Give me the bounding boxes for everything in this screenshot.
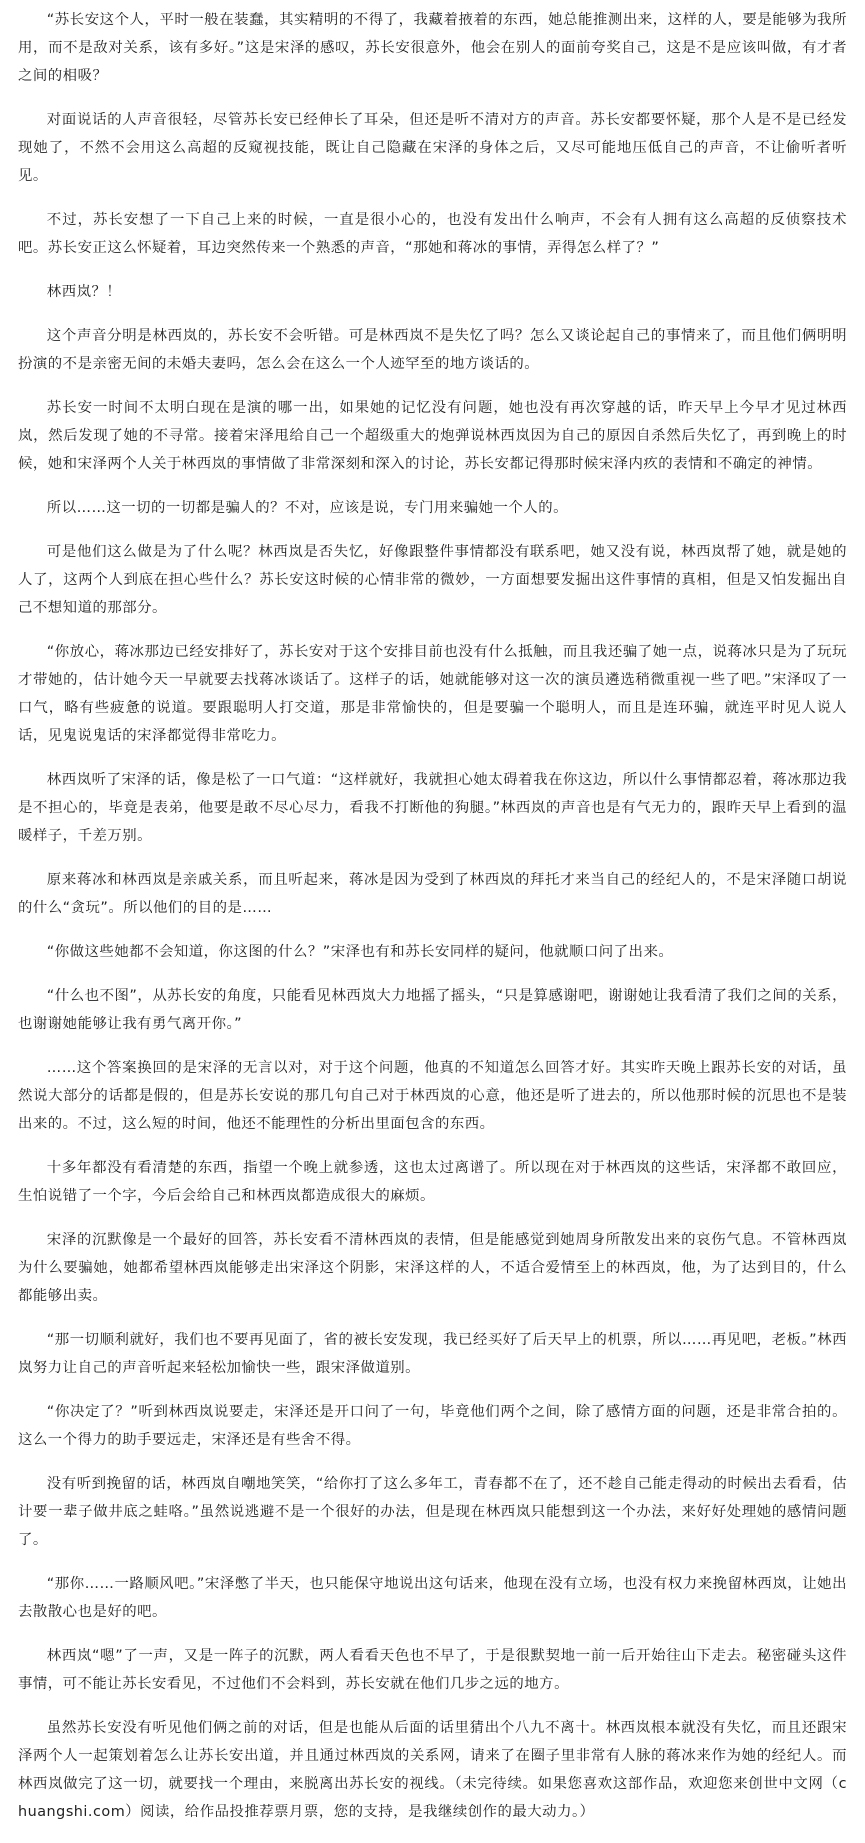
paragraph-gap [18, 1382, 847, 1398]
paragraph-gap [18, 478, 847, 494]
paragraph-13: “什么也不图”，从苏长安的角度，只能看见林西岚大力地摇了摇头，“只是算感谢吧，谢谢她让我看清了我们之间的关系，也谢谢她能够让我有勇气离开你。” [18, 988, 847, 1032]
paragraph-gap [18, 190, 847, 206]
paragraph-gap [18, 1038, 847, 1054]
paragraph-10: 林西岚听了宋泽的话，像是松了一口气道：“这样就好，我就担心她太碍着我在你这边，所以什么事情都忍着，蒋冰那边我是不担心的，毕竟是表弟，他要是敢不尽心尽力，看我不打断他的狗腿。”林西岚的声音也是有气无力的，跟昨天早上看到的温暖样子，千差万别。 [18, 772, 847, 844]
paragraph-gap [18, 850, 847, 866]
paragraph-21: 林西岚“嗯”了一声，又是一阵子的沉默，两人看看天色也不早了，于是很默契地一前一后开始往山下走去。秘密碰头这件事情，可不能让苏长安看见，不过他们不会料到，苏长安就在他们几步之远的地方。 [18, 1648, 847, 1692]
paragraph-17: “那一切顺利就好，我们也不要再见面了，省的被长安发现，我已经买好了后天早上的机票，所以……再见吧，老板。”林西岚努力让自己的声音听起来轻松加愉快一些，跟宋泽做道别。 [18, 1332, 847, 1376]
paragraph-15: 十多年都没有看清楚的东西，指望一个晚上就参透，这也太过离谱了。所以现在对于林西岚的这些话，宋泽都不敢回应，生怕说错了一个字，今后会给自己和林西岚都造成很大的麻烦。 [18, 1160, 847, 1204]
paragraph-gap [18, 922, 847, 938]
paragraph-5: 这个声音分明是林西岚的，苏长安不会听错。可是林西岚不是失忆了吗？怎么又谈论起自己的事情来了，而且他们俩明明扮演的不是亲密无间的未婚夫妻吗，怎么会在这么一个人迹罕至的地方谈话的。 [18, 328, 847, 372]
paragraph-gap [18, 966, 847, 982]
paragraph-gap [18, 750, 847, 766]
paragraph-8: 可是他们这么做是为了什么呢？林西岚是否失忆，好像跟整件事情都没有联系吧，她又没有说，林西岚帮了她，就是她的人了，这两个人到底在担心些什么？苏长安这时候的心情非常的微妙，一方面想要发掘出这件事情的真相，但是又怕发掘出自己不想知道的那部分。 [18, 544, 847, 616]
paragraph-gap [18, 1210, 847, 1226]
paragraph-gap [18, 622, 847, 638]
paragraph-gap [18, 1554, 847, 1570]
paragraph-4: 林西岚？！ [46, 284, 122, 300]
paragraph-12: “你做这些她都不会知道，你这图的什么？”宋泽也有和苏长安同样的疑问，他就顺口问了出来。 [46, 944, 674, 960]
paragraph-6: 苏长安一时间不太明白现在是演的哪一出，如果她的记忆没有问题，她也没有再次穿越的话，昨天早上今早才见过林西岚，然后发现了她的不寻常。接着宋泽甩给自己一个超级重大的炮弹说林西岚因为自己的原因自杀然后失忆了，再到晚上的时候，她和宋泽两个人关于林西岚的事情做了非常深刻和深入的讨论，苏长安都记得那时候宋泽内疚的表情和不确定的神情。 [18, 400, 847, 472]
paragraph-3: 不过，苏长安想了一下自己上来的时候，一直是很小心的，也没有发出什么响声，不会有人拥有这么高超的反侦察技术吧。苏长安正这么怀疑着，耳边突然传来一个熟悉的声音，“那她和蒋冰的事情，弄得怎么样了？” [18, 212, 847, 256]
paragraph-9: “你放心，蒋冰那边已经安排好了，苏长安对于这个安排目前也没有什么抵触，而且我还骗了她一点，说蒋冰只是为了玩玩才带她的，估计她今天一早就要去找蒋冰谈话了。这样子的话，她就能够对这一次的演员遴选稍微重视一些了吧。”宋泽叹了一口气，略有些疲惫的说道。要跟聪明人打交道，那是非常愉快的，但是要骗一个聪明人，而且是连环骗，就连平时见人说人话，见鬼说鬼话的宋泽都觉得非常吃力。 [18, 644, 847, 744]
paragraph-gap [18, 306, 847, 322]
paragraph-gap [18, 262, 847, 278]
paragraph-14: ……这个答案换回的是宋泽的无言以对，对于这个问题，他真的不知道怎么回答才好。其实昨天晚上跟苏长安的对话，虽然说大部分的话都是假的，但是苏长安说的那几句自己对于林西岚的心意，他还是听了进去的，所以他那时候的沉思也不是装出来的。不过，这么短的时间，他还不能理性的分析出里面包含的东西。 [18, 1060, 847, 1132]
paragraph-gap [18, 1138, 847, 1154]
paragraph-16: 宋泽的沉默像是一个最好的回答，苏长安看不清林西岚的表情，但是能感觉到她周身所散发出来的哀伤气息。不管林西岚为什么要骗她，她都希望林西岚能够走出宋泽这个阴影，宋泽这样的人，不适合爱情至上的林西岚，他，为了达到目的，什么都能够出卖。 [18, 1232, 847, 1304]
paragraph-gap [18, 1698, 847, 1714]
paragraph-19: 没有听到挽留的话，林西岚自嘲地笑笑，“给你打了这么多年工，青春都不在了，还不趁自己能走得动的时候出去看看，估计要一辈子做井底之蛙咯。”虽然说逃避不是一个很好的办法，但是现在林西岚只能想到这一个办法，来好好处理她的感情问题了。 [18, 1476, 847, 1548]
paragraph-2: 对面说话的人声音很轻，尽管苏长安已经伸长了耳朵，但还是听不清对方的声音。苏长安都要怀疑，那个人是不是已经发现她了，不然不会用这么高超的反窥视技能，既让自己隐藏在宋泽的身体之后，又尽可能地压低自己的声音，不让偷听者听见。 [18, 112, 847, 184]
paragraph-gap [18, 1310, 847, 1326]
paragraph-11: 原来蒋冰和林西岚是亲戚关系，而且听起来，蒋冰是因为受到了林西岚的拜托才来当自己的经纪人的，不是宋泽随口胡说的什么“贪玩”。所以他们的目的是…… [18, 872, 847, 916]
paragraph-gap [18, 1454, 847, 1470]
paragraph-1: “苏长安这个人，平时一般在装蠢，其实精明的不得了，我藏着掖着的东西，她总能推测出来，这样的人，要是能够为我所用，而不是敌对关系，该有多好。”这是宋泽的感叹，苏长安很意外，他会在别人的面前夸奖自己，这是不是应该叫做，有才者之间的相吸？ [18, 12, 847, 84]
paragraph-gap [18, 1626, 847, 1642]
paragraph-gap [18, 522, 847, 538]
paragraph-18: “你决定了？”听到林西岚说要走，宋泽还是开口问了一句，毕竟他们两个之间，除了感情方面的问题，还是非常合拍的。这么一个得力的助手要远走，宋泽还是有些舍不得。 [18, 1404, 847, 1448]
paragraph-20: “那你……一路顺风吧。”宋泽憋了半天，也只能保守地说出这句话来，他现在没有立场，也没有权力来挽留林西岚，让她出去散散心也是好的吧。 [18, 1576, 847, 1620]
paragraph-gap [18, 378, 847, 394]
paragraph-22: 虽然苏长安没有听见他们俩之前的对话，但是也能从后面的话里猜出个八九不离十。林西岚根本就没有失忆，而且还跟宋泽两个人一起策划着怎么让苏长安出道，并且通过林西岚的关系网，请来了在圈子里非常有人脉的蒋冰来作为她的经纪人。而林西岚做完了这一切，就要找一个理由，来脱离出苏长安的视线。（未完待续。如果您喜欢这部作品，欢迎您来创世中文网（chuangshi.com）阅读，给作品投推荐票月票，您的支持，是我继续创作的最大动力。） [18, 1720, 847, 1820]
paragraph-gap [18, 90, 847, 106]
paragraph-7: 所以……这一切的一切都是骗人的？不对，应该是说，专门用来骗她一个人的。 [46, 500, 568, 516]
